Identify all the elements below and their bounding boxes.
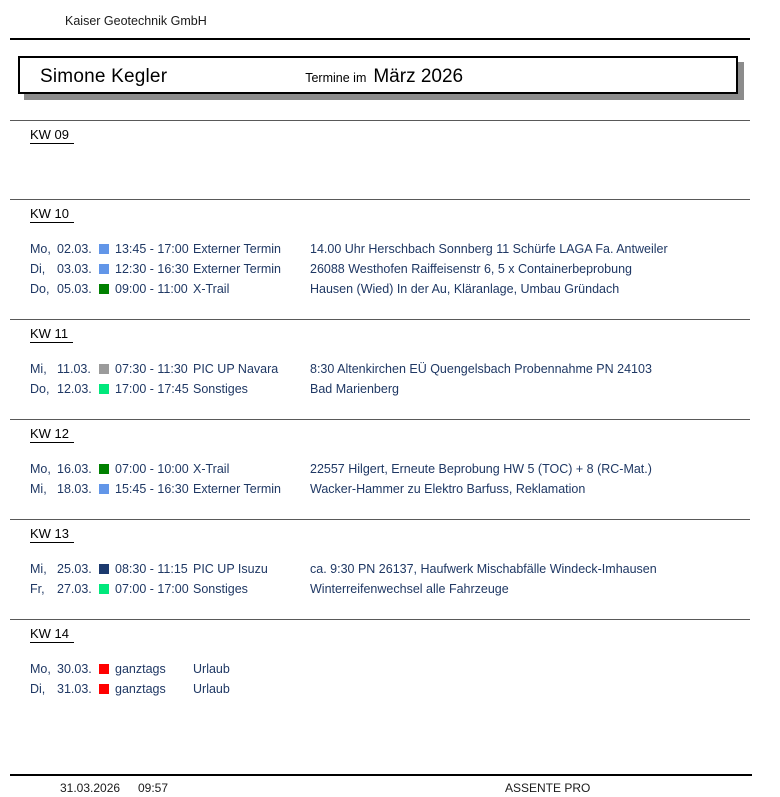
week-rows bbox=[10, 659, 750, 699]
category-color-marker bbox=[99, 464, 109, 474]
week-rows bbox=[10, 559, 750, 599]
category-color-marker bbox=[99, 384, 109, 394]
appointment-day: Do, bbox=[30, 382, 50, 396]
appointment-day: Mi, bbox=[30, 482, 47, 496]
appointment-date: 02.03. bbox=[57, 242, 92, 256]
appointment-time: ganztags bbox=[115, 662, 166, 676]
category-color-marker bbox=[99, 244, 109, 254]
appointment-date: 16.03. bbox=[57, 462, 92, 476]
appointment-row bbox=[10, 239, 750, 259]
week-label: KW 11 bbox=[30, 326, 73, 343]
appointment-date: 12.03. bbox=[57, 382, 92, 396]
appointment-description: Hausen (Wied) In der Au, Kläranlage, Umbau Gründach bbox=[310, 282, 620, 296]
appointment-date: 18.03. bbox=[57, 482, 92, 496]
appointment-row bbox=[10, 479, 750, 499]
appointment-description: ca. 9:30 PN 26137, Haufwerk Mischabfälle Windeck-Imhausen bbox=[310, 562, 657, 576]
appointment-day: Mi, bbox=[30, 562, 47, 576]
week-label: KW 09 bbox=[30, 127, 74, 144]
weeks-list bbox=[0, 120, 780, 719]
appointment-time: 17:00 - 17:45 bbox=[115, 382, 189, 396]
category-color-marker bbox=[99, 564, 109, 574]
person-name: Simone Kegler bbox=[40, 66, 168, 87]
appointment-category: Sonstiges bbox=[193, 582, 248, 596]
week-label: KW 13 bbox=[30, 526, 74, 543]
week-rows bbox=[10, 459, 750, 499]
appointment-description: 26088 Westhofen Raiffeisenstr 6, 5 x Containerbeprobung bbox=[310, 262, 632, 276]
company-name: Kaiser Geotechnik GmbH bbox=[65, 14, 207, 28]
appointment-date: 05.03. bbox=[57, 282, 92, 296]
week-section bbox=[10, 120, 750, 199]
week-section bbox=[10, 619, 750, 719]
week-section bbox=[10, 199, 750, 319]
week-rows bbox=[10, 239, 750, 299]
appointment-description: 14.00 Uhr Herschbach Sonnberg 11 Schürfe LAGA Fa. Antweiler bbox=[310, 242, 668, 256]
appointment-time: 07:00 - 10:00 bbox=[115, 462, 189, 476]
header-rule bbox=[10, 38, 750, 40]
app-name: ASSENTE PRO bbox=[505, 781, 591, 795]
appointment-time: 15:45 - 16:30 bbox=[115, 482, 189, 496]
category-color-marker bbox=[99, 684, 109, 694]
appointment-description: Winterreifenwechsel alle Fahrzeuge bbox=[310, 582, 509, 596]
report-title-month: März 2026 bbox=[373, 66, 464, 87]
appointment-day: Di, bbox=[30, 262, 46, 276]
appointment-date: 31.03. bbox=[57, 682, 92, 696]
appointment-category: PIC UP Isuzu bbox=[193, 562, 268, 576]
week-label: KW 10 bbox=[30, 206, 74, 223]
appointment-time: 09:00 - 11:00 bbox=[115, 282, 188, 296]
week-label: KW 14 bbox=[30, 626, 74, 643]
appointment-category: Urlaub bbox=[193, 662, 230, 676]
category-color-marker bbox=[99, 584, 109, 594]
appointment-date: 25.03. bbox=[57, 562, 92, 576]
appointment-category: PIC UP Navara bbox=[193, 362, 279, 376]
week-label: KW 12 bbox=[30, 426, 74, 443]
appointment-time: ganztags bbox=[115, 682, 166, 696]
print-date: 31.03.2026 bbox=[60, 781, 121, 795]
footer bbox=[10, 774, 752, 795]
appointment-row bbox=[10, 379, 750, 399]
appointment-day: Di, bbox=[30, 682, 46, 696]
week-section bbox=[10, 419, 750, 519]
appointment-row bbox=[10, 459, 750, 479]
appointment-category: Externer Termin bbox=[193, 262, 281, 276]
report-title-box bbox=[18, 56, 738, 94]
appointment-row bbox=[10, 359, 750, 379]
appointment-description: Bad Marienberg bbox=[310, 382, 399, 396]
category-color-marker bbox=[99, 484, 109, 494]
category-color-marker bbox=[99, 284, 109, 294]
appointment-day: Mo, bbox=[30, 462, 51, 476]
appointment-description: 8:30 Altenkirchen EÜ Quengelsbach Probennahme PN 24103 bbox=[310, 362, 652, 376]
appointment-day: Mo, bbox=[30, 662, 51, 676]
appointment-date: 30.03. bbox=[57, 662, 92, 676]
appointment-day: Do, bbox=[30, 282, 50, 296]
category-color-marker bbox=[99, 664, 109, 674]
category-color-marker bbox=[99, 264, 109, 274]
appointment-time: 12:30 - 16:30 bbox=[115, 262, 189, 276]
appointment-time: 13:45 - 17:00 bbox=[115, 242, 189, 256]
week-section bbox=[10, 519, 750, 619]
appointment-row bbox=[10, 659, 750, 679]
appointment-category: Externer Termin bbox=[193, 482, 281, 496]
appointment-date: 03.03. bbox=[57, 262, 92, 276]
appointment-category: Externer Termin bbox=[193, 242, 281, 256]
appointment-category: X-Trail bbox=[193, 462, 230, 476]
appointment-row bbox=[10, 579, 750, 599]
week-rows bbox=[10, 359, 750, 399]
appointment-day: Fr, bbox=[30, 582, 45, 596]
appointment-row bbox=[10, 279, 750, 299]
appointment-row bbox=[10, 559, 750, 579]
appointment-description: 22557 Hilgert, Erneute Beprobung HW 5 (TOC) + 8 (RC-Mat.) bbox=[310, 462, 652, 476]
appointment-time: 07:00 - 17:00 bbox=[115, 582, 189, 596]
appointment-day: Mi, bbox=[30, 362, 47, 376]
appointment-category: Urlaub bbox=[193, 682, 230, 696]
appointment-row bbox=[10, 679, 750, 699]
appointment-time: 07:30 - 11:30 bbox=[115, 362, 188, 376]
appointment-description: Wacker-Hammer zu Elektro Barfuss, Reklamation bbox=[310, 482, 586, 496]
category-color-marker bbox=[99, 364, 109, 374]
appointment-category: Sonstiges bbox=[193, 382, 248, 396]
appointment-row bbox=[10, 259, 750, 279]
print-time: 09:57 bbox=[138, 781, 169, 795]
appointment-day: Mo, bbox=[30, 242, 51, 256]
appointment-time: 08:30 - 11:15 bbox=[115, 562, 188, 576]
appointment-category: X-Trail bbox=[193, 282, 230, 296]
report-title-prefix: Termine im bbox=[305, 71, 367, 85]
week-section bbox=[10, 319, 750, 419]
appointment-date: 27.03. bbox=[57, 582, 92, 596]
appointment-date: 11.03. bbox=[57, 362, 91, 376]
